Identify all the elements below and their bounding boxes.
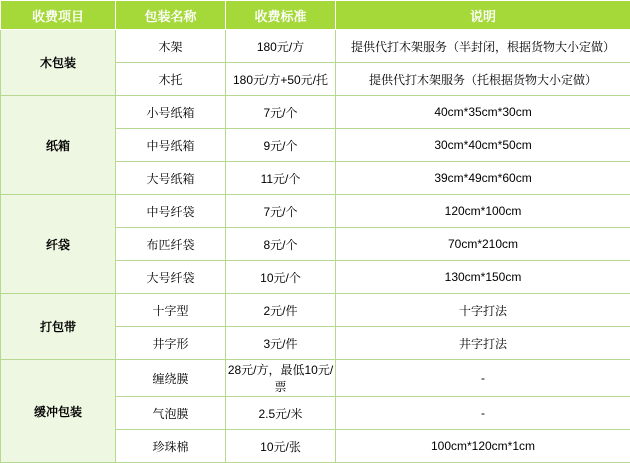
- price-cell: 10元/个: [226, 261, 336, 294]
- table-row: [1, 294, 630, 327]
- column-header-category: 收费项目: [1, 1, 116, 30]
- description-cell: 提供代打木架服务（托根据货物大小定做）: [336, 63, 630, 96]
- category-cell: 缓冲包装: [1, 360, 116, 463]
- price-cell: 180元/方: [226, 30, 336, 63]
- table-row: [1, 96, 630, 129]
- price-cell: 3元/件: [226, 327, 336, 360]
- category-cell: 纤袋: [1, 195, 116, 294]
- description-cell: 100cm*120cm*1cm: [336, 430, 630, 463]
- package-name-cell: 珍珠棉: [116, 430, 226, 463]
- package-name-cell: 中号纸箱: [116, 129, 226, 162]
- column-header-description: 说明: [336, 1, 630, 30]
- description-cell: 70cm*210cm: [336, 228, 630, 261]
- description-cell: 井字打法: [336, 327, 630, 360]
- description-cell: 130cm*150cm: [336, 261, 630, 294]
- price-cell: 7元/个: [226, 195, 336, 228]
- package-name-cell: 井字形: [116, 327, 226, 360]
- table-row: [1, 360, 630, 397]
- price-cell: 9元/个: [226, 129, 336, 162]
- price-cell: 10元/张: [226, 430, 336, 463]
- price-cell: 2.5元/米: [226, 397, 336, 430]
- category-cell: 纸箱: [1, 96, 116, 195]
- package-name-cell: 大号纤袋: [116, 261, 226, 294]
- table-header-row: [1, 1, 630, 30]
- column-header-package-name: 包装名称: [116, 1, 226, 30]
- price-cell: 7元/个: [226, 96, 336, 129]
- description-cell: 39cm*49cm*60cm: [336, 162, 630, 195]
- package-name-cell: 十字型: [116, 294, 226, 327]
- category-cell: 打包带: [1, 294, 116, 360]
- package-name-cell: 大号纸箱: [116, 162, 226, 195]
- price-cell: 8元/个: [226, 228, 336, 261]
- column-header-price-standard: 收费标准: [226, 1, 336, 30]
- table-row: [1, 195, 630, 228]
- package-name-cell: 气泡膜: [116, 397, 226, 430]
- price-cell: 11元/个: [226, 162, 336, 195]
- description-cell: 120cm*100cm: [336, 195, 630, 228]
- price-cell: 28元/方，最低10元/票: [226, 360, 336, 397]
- description-cell: 提供代打木架服务（半封闭，根据货物大小定做）: [336, 30, 630, 63]
- package-name-cell: 小号纸箱: [116, 96, 226, 129]
- package-name-cell: 木托: [116, 63, 226, 96]
- description-cell: 40cm*35cm*30cm: [336, 96, 630, 129]
- description-cell: -: [336, 360, 630, 397]
- description-cell: -: [336, 397, 630, 430]
- package-name-cell: 中号纤袋: [116, 195, 226, 228]
- package-name-cell: 布匹纤袋: [116, 228, 226, 261]
- description-cell: 十字打法: [336, 294, 630, 327]
- price-cell: 180元/方+50元/托: [226, 63, 336, 96]
- description-cell: 30cm*40cm*50cm: [336, 129, 630, 162]
- table-row: [1, 30, 630, 63]
- package-name-cell: 木架: [116, 30, 226, 63]
- package-name-cell: 缠绕膜: [116, 360, 226, 397]
- table-body: [1, 30, 630, 463]
- price-cell: 2元/件: [226, 294, 336, 327]
- table-header: [1, 1, 630, 30]
- category-cell: 木包装: [1, 30, 116, 96]
